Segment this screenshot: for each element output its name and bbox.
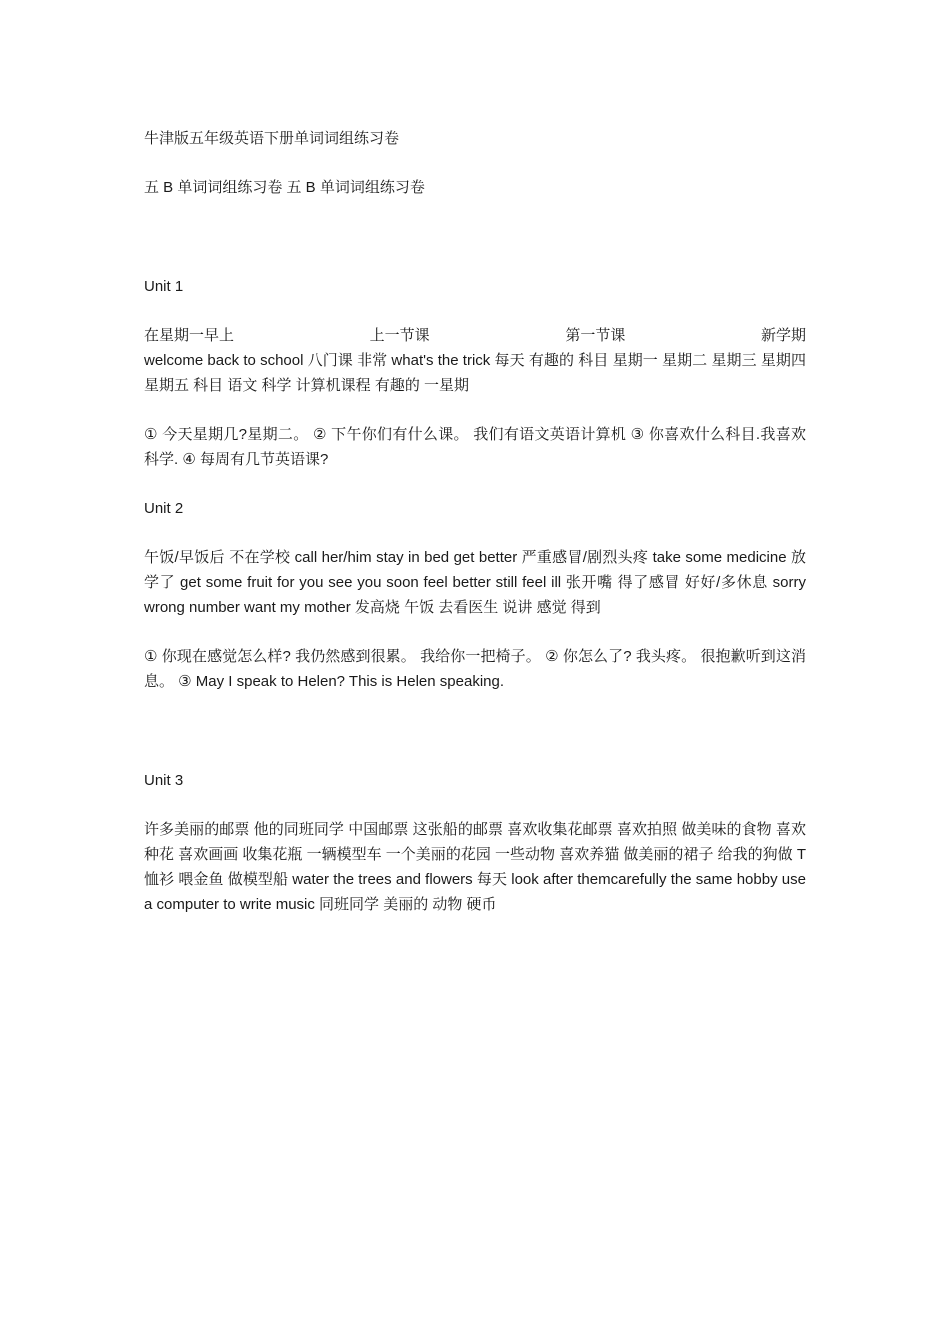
- document-title: 牛津版五年级英语下册单词词组练习卷: [144, 130, 400, 147]
- unit3-heading: Unit 3: [144, 772, 184, 789]
- unit1-vocab-item: 第一节课: [565, 327, 626, 344]
- unit2-sentences: ① 你现在感觉怎么样? 我仍然感到很累。 我给你一把椅子。 ② 你怎么了? 我头疼。 很抱歉听到这消息。 ③ May I speak to Helen? This is Helen speaking.: [144, 648, 806, 690]
- unit1-vocab-first-row: [144, 323, 806, 348]
- unit1-vocab-text: welcome back to school 八门课 非常 what's the trick 每天 有趣的 科目 星期一 星期二 星期三 星期四 星期五 科目 语文 科学 计算机课程 有趣的 一星期: [144, 352, 806, 394]
- unit1-vocab-item: 上一节课: [369, 327, 430, 344]
- unit2-vocab: 午饭/早饭后 不在学校 call her/him stay in bed get better 严重感冒/剧烈头疼 take some medicine 放学了 get some fruit for you see you soon feel better still feel ill 张开嘴 得了感冒 好好/多休息 sorry wrong number want my mother 发高烧 午饭 去看医生 说讲 感觉 得到: [144, 549, 806, 616]
- document-content: [144, 126, 806, 941]
- unit1-sentences: ① 今天星期几?星期二。 ② 下午你们有什么课。 我们有语文英语计算机 ③ 你喜欢什么科目.我喜欢科学. ④ 每周有几节英语课?: [144, 426, 806, 468]
- unit1-vocab: [144, 323, 806, 398]
- unit1-vocab-item: 新学期: [760, 327, 806, 344]
- unit1-vocab-item: 在星期一早上: [144, 327, 235, 344]
- document-subtitle: 五 B 单词词组练习卷 五 B 单词词组练习卷: [144, 179, 425, 196]
- unit2-heading: Unit 2: [144, 500, 184, 517]
- unit1-heading: Unit 1: [144, 278, 184, 295]
- unit3-vocab: 许多美丽的邮票 他的同班同学 中国邮票 这张船的邮票 喜欢收集花邮票 喜欢拍照 做美味的食物 喜欢种花 喜欢画画 收集花瓶 一辆模型车 一个美丽的花园 一些动物 喜欢养猫 做美丽的裙子 给我的狗做 T 恤衫 喂金鱼 做模型船 water the trees and flowers 每天 look after themcarefully the same hobby use a computer to write music 同班同学 美丽的 动物 硬币: [144, 821, 806, 913]
